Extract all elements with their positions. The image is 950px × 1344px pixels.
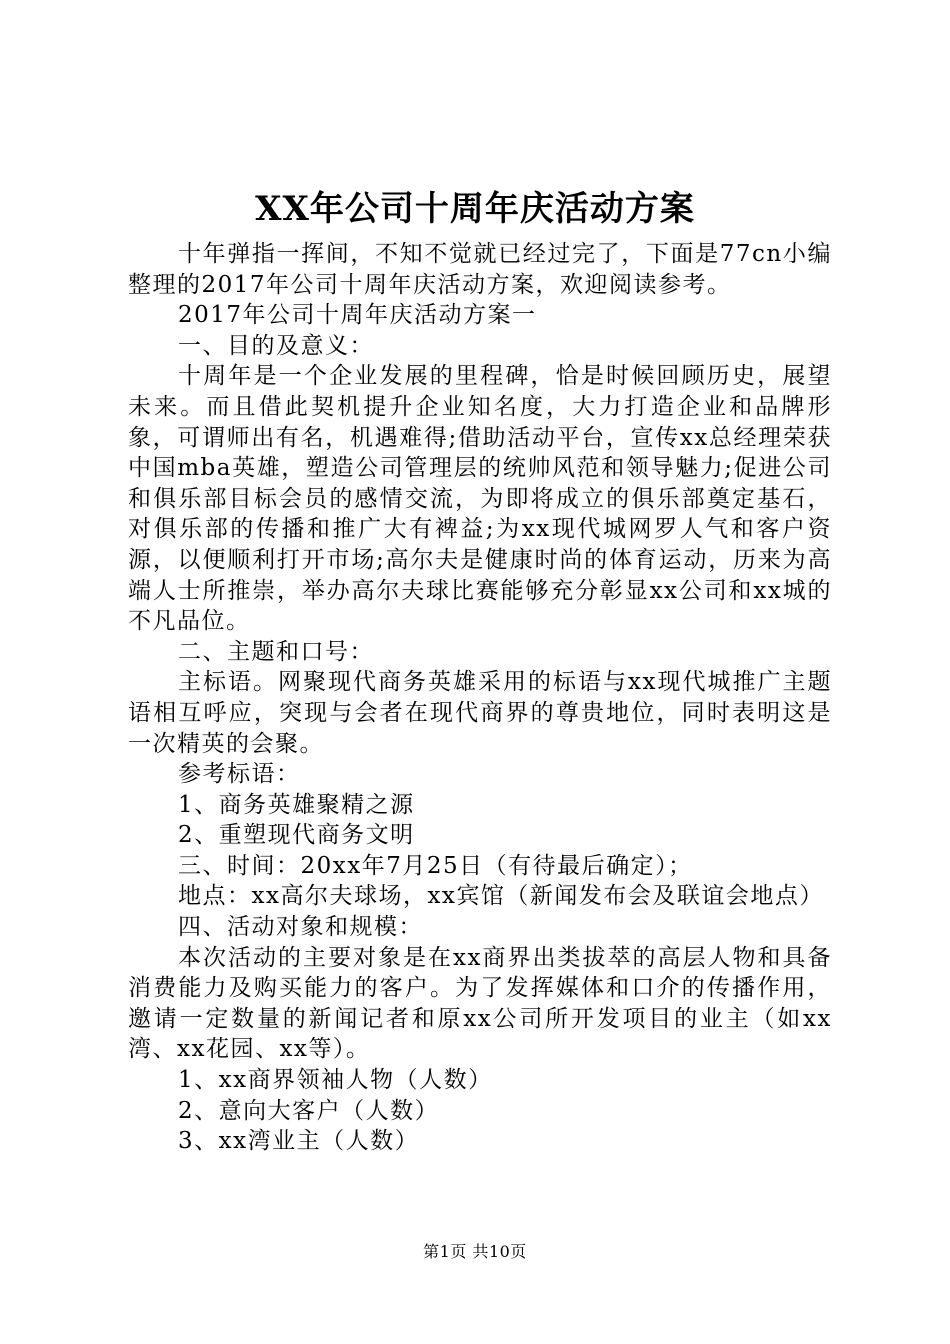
intro-paragraph: 十年弹指一挥间，不知不觉就已经过完了，下面是77cn小编整理的2017年公司十周年庆活动方案，欢迎阅读参考。 bbox=[128, 241, 832, 298]
slogan-item: 2、重塑现代商务文明 bbox=[178, 822, 415, 849]
purpose-paragraph: 十周年是一个企业发展的里程碑，恰是时候回顾历史，展望未来。而且借此契机提升企业知名度，大力打造企业和品牌形象，可谓师出有名，机遇难得;借助活动平台，宣传xx总经理荣获中国mba英雄，塑造公司管理层的统帅风范和领导魅力;促进公司和俱乐部目标会员的感情交流，为即将成立的俱乐部奠定基石，对俱乐部的传播和推广大有裨益;为xx现代城网罗人气和客户资源，以便顺利打开市场;高尔夫是健康时尚的体育运动，历来为高端人士所推崇，举办高尔夫球比赛能够充分彰显xx公司和xx城的不凡品位。 bbox=[128, 363, 832, 635]
audience-list-item: 3、xx湾业主（人数） bbox=[178, 1128, 420, 1155]
page-footer: 第1页 共10页 bbox=[423, 1242, 527, 1261]
section-heading-theme: 二、主题和口号： bbox=[178, 638, 374, 665]
document-body bbox=[128, 239, 832, 1157]
section-heading-purpose: 一、目的及意义： bbox=[178, 332, 374, 359]
audience-list-item: 2、意向大客户（人数） bbox=[178, 1097, 440, 1124]
location-paragraph: 地点：xx高尔夫球场，xx宾馆（新闻发布会及联谊会地点） bbox=[178, 883, 824, 910]
document-title: XX年公司十周年庆活动方案 bbox=[255, 189, 695, 229]
plan-heading: 2017年公司十周年庆活动方案一 bbox=[178, 302, 537, 329]
theme-paragraph: 主标语。网聚现代商务英雄采用的标语与xx现代城推广主题语相互呼应，突现与会者在现代商界的尊贵地位，同时表明这是一次精英的会聚。 bbox=[128, 669, 832, 757]
audience-paragraph: 本次活动的主要对象是在xx商界出类拔萃的高层人物和具备消费能力及购买能力的客户。为了发挥媒体和口介的传播作用，邀请一定数量的新闻记者和原xx公司所开发项目的业主（如xx湾、xx花园、xx等）。 bbox=[128, 944, 832, 1063]
slogan-item: 1、商务英雄聚精之源 bbox=[178, 791, 415, 818]
reference-slogans-label: 参考标语： bbox=[178, 761, 301, 788]
section-heading-audience: 四、活动对象和规模： bbox=[178, 914, 423, 941]
section-heading-time: 三、时间：20xx年7月25日（有待最后确定）； bbox=[178, 852, 693, 879]
audience-list-item: 1、xx商界领袖人物（人数） bbox=[178, 1067, 493, 1094]
